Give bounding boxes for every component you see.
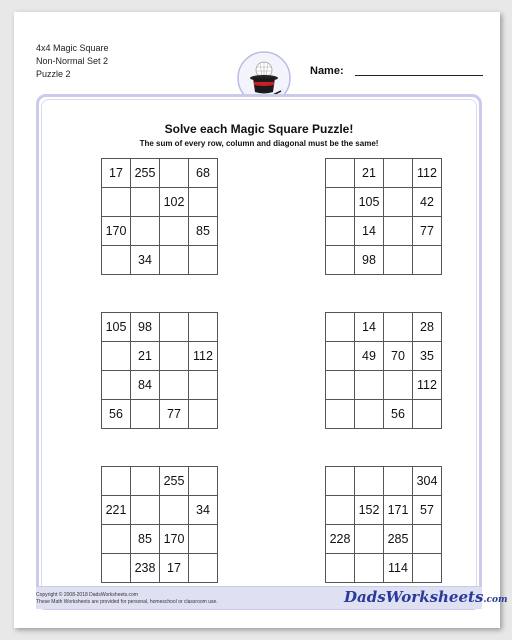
cell[interactable]: 112 — [413, 371, 442, 400]
cell[interactable] — [384, 159, 413, 188]
worksheet-info — [36, 42, 109, 81]
usage-notice: These Math Worksheets are provided for personal, homeschool or classroom use. — [36, 599, 218, 605]
cell[interactable] — [189, 371, 218, 400]
cell[interactable] — [326, 554, 355, 583]
cell[interactable]: 14 — [355, 217, 384, 246]
cell[interactable]: 70 — [384, 342, 413, 371]
puzzle-number: Puzzle 2 — [36, 69, 71, 79]
cell[interactable] — [102, 467, 131, 496]
cell[interactable] — [413, 554, 442, 583]
cell[interactable] — [326, 159, 355, 188]
cell[interactable] — [355, 400, 384, 429]
cell[interactable]: 56 — [384, 400, 413, 429]
instructions: The sum of every row, column and diagonal must be the same! — [139, 139, 379, 148]
cell[interactable] — [355, 554, 384, 583]
brand-name: DadsWorksheets — [344, 588, 484, 606]
cell[interactable] — [102, 342, 131, 371]
cell[interactable]: 77 — [413, 217, 442, 246]
name-field[interactable] — [355, 75, 483, 76]
cell[interactable] — [413, 525, 442, 554]
cell[interactable]: 170 — [102, 217, 131, 246]
cell[interactable] — [160, 313, 189, 342]
cell[interactable] — [326, 246, 355, 275]
cell[interactable] — [413, 246, 442, 275]
cell[interactable] — [189, 313, 218, 342]
cell[interactable]: 34 — [131, 246, 160, 275]
cell[interactable]: 105 — [355, 188, 384, 217]
cell[interactable] — [102, 371, 131, 400]
cell[interactable]: 34 — [189, 496, 218, 525]
cell[interactable]: 152 — [355, 496, 384, 525]
cell[interactable] — [102, 554, 131, 583]
cell[interactable] — [131, 400, 160, 429]
cell[interactable] — [326, 371, 355, 400]
cell[interactable] — [102, 525, 131, 554]
cell[interactable]: 171 — [384, 496, 413, 525]
worksheet-type: 4x4 Magic Square — [36, 43, 109, 53]
cell[interactable] — [160, 496, 189, 525]
cell[interactable] — [160, 371, 189, 400]
cell[interactable]: 17 — [102, 159, 131, 188]
cell[interactable] — [160, 217, 189, 246]
cell[interactable] — [384, 217, 413, 246]
cell[interactable]: 255 — [131, 159, 160, 188]
worksheet-set: Non-Normal Set 2 — [36, 56, 109, 66]
cell[interactable] — [326, 467, 355, 496]
page-title: Solve each Magic Square Puzzle! — [164, 122, 354, 136]
cell[interactable] — [131, 467, 160, 496]
cell[interactable]: 42 — [413, 188, 442, 217]
cell[interactable]: 304 — [413, 467, 442, 496]
cell[interactable] — [355, 525, 384, 554]
cell[interactable] — [131, 496, 160, 525]
cell[interactable]: 112 — [189, 342, 218, 371]
cell[interactable]: 285 — [384, 525, 413, 554]
cell[interactable]: 221 — [102, 496, 131, 525]
cell[interactable]: 85 — [189, 217, 218, 246]
cell[interactable] — [326, 400, 355, 429]
cell[interactable] — [160, 246, 189, 275]
cell[interactable]: 21 — [355, 159, 384, 188]
cell[interactable] — [131, 188, 160, 217]
cell[interactable] — [384, 371, 413, 400]
cell[interactable] — [413, 400, 442, 429]
magic-square-6 — [325, 466, 442, 583]
cell[interactable]: 255 — [160, 467, 189, 496]
copyright-text: Copyright © 2008-2018 DadsWorksheets.com — [36, 592, 138, 598]
magic-square-4 — [325, 312, 442, 429]
magic-square-5 — [101, 466, 218, 583]
brand-logo[interactable] — [344, 588, 508, 606]
cell[interactable]: 68 — [189, 159, 218, 188]
cell[interactable]: 14 — [355, 313, 384, 342]
cell[interactable] — [189, 188, 218, 217]
cell[interactable] — [384, 467, 413, 496]
cell[interactable]: 85 — [131, 525, 160, 554]
worksheet-page — [14, 12, 508, 628]
cell[interactable]: 35 — [413, 342, 442, 371]
cell[interactable]: 17 — [160, 554, 189, 583]
cell[interactable] — [384, 188, 413, 217]
cell[interactable] — [189, 246, 218, 275]
cell[interactable] — [160, 342, 189, 371]
magic-square-1 — [101, 158, 218, 275]
cell[interactable]: 57 — [413, 496, 442, 525]
cell[interactable]: 28 — [413, 313, 442, 342]
magic-square-2 — [325, 158, 442, 275]
puzzle-frame — [36, 94, 482, 610]
cell[interactable] — [326, 313, 355, 342]
cell[interactable] — [160, 159, 189, 188]
cell[interactable]: 228 — [326, 525, 355, 554]
cell[interactable]: 114 — [384, 554, 413, 583]
cell[interactable]: 105 — [102, 313, 131, 342]
cell[interactable] — [189, 554, 218, 583]
cell[interactable] — [326, 496, 355, 525]
cell[interactable] — [189, 400, 218, 429]
cell[interactable]: 84 — [131, 371, 160, 400]
cell[interactable]: 112 — [413, 159, 442, 188]
cell[interactable] — [355, 467, 384, 496]
cell[interactable]: 98 — [131, 313, 160, 342]
copyright-notice — [36, 592, 218, 606]
cell[interactable] — [189, 525, 218, 554]
cell[interactable] — [384, 246, 413, 275]
cell[interactable]: 21 — [131, 342, 160, 371]
cell[interactable] — [355, 371, 384, 400]
cell[interactable] — [384, 313, 413, 342]
name-label: Name: — [310, 65, 344, 77]
cell[interactable]: 77 — [160, 400, 189, 429]
cell[interactable] — [326, 342, 355, 371]
cell[interactable] — [131, 217, 160, 246]
cell[interactable] — [102, 246, 131, 275]
cell[interactable] — [326, 217, 355, 246]
cell[interactable]: 170 — [160, 525, 189, 554]
cell[interactable]: 49 — [355, 342, 384, 371]
cell[interactable]: 102 — [160, 188, 189, 217]
brand-tld: .com — [483, 595, 508, 605]
cell[interactable]: 238 — [131, 554, 160, 583]
cell[interactable] — [102, 188, 131, 217]
cell[interactable] — [189, 467, 218, 496]
cell[interactable]: 98 — [355, 246, 384, 275]
magic-square-3 — [101, 312, 218, 429]
cell[interactable]: 56 — [102, 400, 131, 429]
cell[interactable] — [326, 188, 355, 217]
